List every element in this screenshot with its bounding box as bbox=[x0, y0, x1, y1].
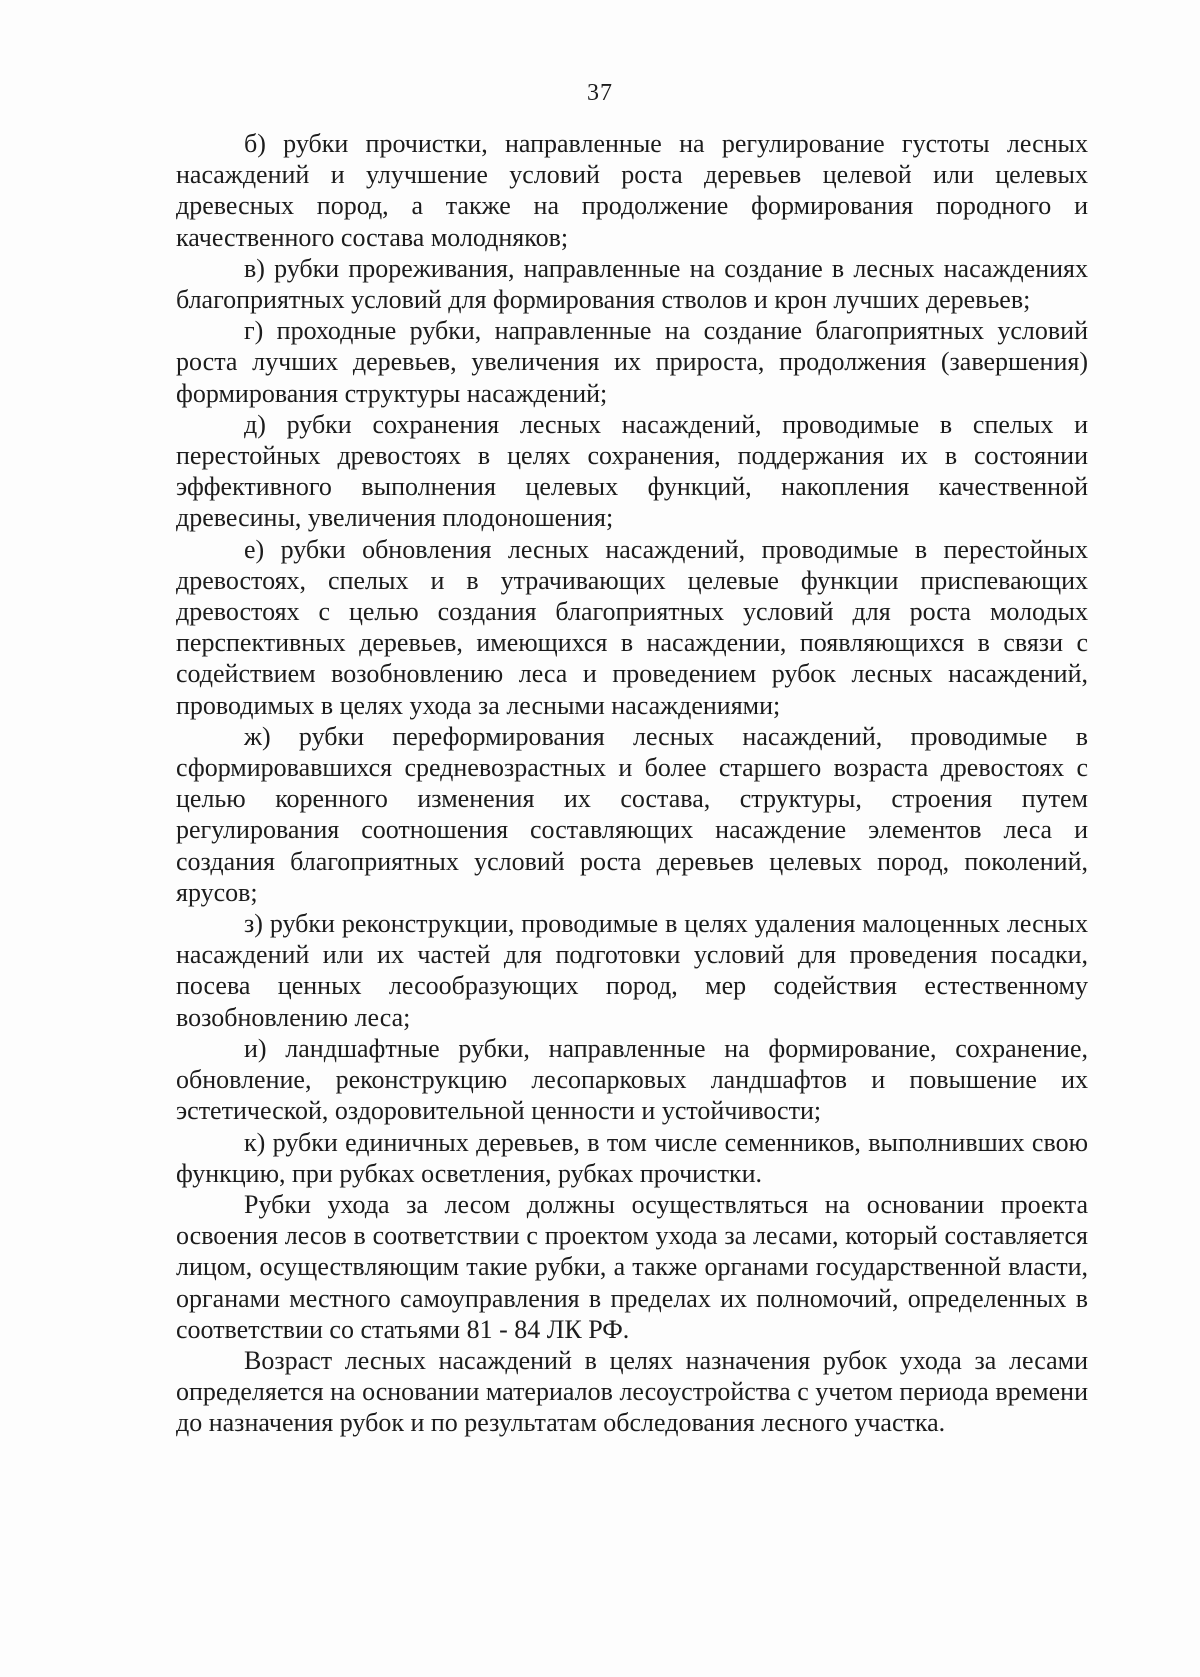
paragraph-z: з) рубки реконструкции, проводимые в целях удаления малоценных лесных насаждений или их частей для подготовки условий для проведения посадки, посева ценных лесообразующих пород, мер содействия естественному возобновлению леса; bbox=[176, 909, 1088, 1032]
paragraph-stand-age: Возраст лесных насаждений в целях назначения рубок ухода за лесами определяется на основании материалов лесоустройства с учетом периода времени до назначения рубок и по результатам обследования лесного участка. bbox=[176, 1345, 1088, 1438]
body-text bbox=[176, 128, 1088, 1439]
paragraph-zh: ж) рубки переформирования лесных насаждений, проводимые в сформировавшихся средневозрастных и более старшего возраста древостоях с целью коренного изменения их состава, структуры, строения путем регулирования соотношения составляющих насаждение элементов леса и создания благоприятных условий роста деревьев целевых пород, поколений, ярусов; bbox=[176, 721, 1088, 907]
paragraph-g: г) проходные рубки, направленные на создание благоприятных условий роста лучших деревьев, увеличения их прироста, продолжения (завершения) формирования структуры насаждений; bbox=[176, 316, 1088, 408]
paragraph-k: к) рубки единичных деревьев, в том числе семенников, выполнивших свою функцию, при рубках осветления, рубках прочистки. bbox=[176, 1127, 1088, 1188]
page-number: 37 bbox=[587, 80, 613, 106]
paragraph-e: е) рубки обновления лесных насаждений, проводимые в перестойных древостоях, спелых и в утрачивающих целевые функции приспевающих древостоях с целью создания благоприятных условий для роста молодых перспективных деревьев, имеющихся в насаждении, появляющихся в связи с содействием возобновлению леса и проведением рубок лесных насаждений, проводимых в целях ухода за лесными насаждениями; bbox=[176, 534, 1088, 720]
paragraph-d: д) рубки сохранения лесных насаждений, проводимые в спелых и перестойных древостоях в целях сохранения, поддержания их в состоянии эффективного выполнения целевых функций, накопления качественной древесины, увеличения плодоношения; bbox=[176, 409, 1088, 533]
paragraph-project-basis: Рубки ухода за лесом должны осуществляться на основании проекта освоения лесов в соответствии с проектом ухода за лесами, который составляется лицом, осуществляющим такие рубки, а также органами государственной власти, органами местного самоуправления в пределах их полномочий, определенных в соответствии со статьями 81 - 84 ЛК РФ. bbox=[176, 1189, 1088, 1344]
paragraph-v: в) рубки прореживания, направленные на создание в лесных насаждениях благоприятных условий для формирования стволов и крон лучших деревьев; bbox=[176, 253, 1088, 315]
paragraph-b: б) рубки прочистки, направленные на регулирование густоты лесных насаждений и улучшение условий роста деревьев целевой или целевых древесных пород, а также на продолжение формирования породного и качественного состава молодняков; bbox=[176, 129, 1088, 252]
paragraph-i: и) ландшафтные рубки, направленные на формирование, сохранение, обновление, реконструкцию лесопарковых ландшафтов и повышение их эстетической, оздоровительной ценности и устойчивости; bbox=[176, 1033, 1088, 1126]
